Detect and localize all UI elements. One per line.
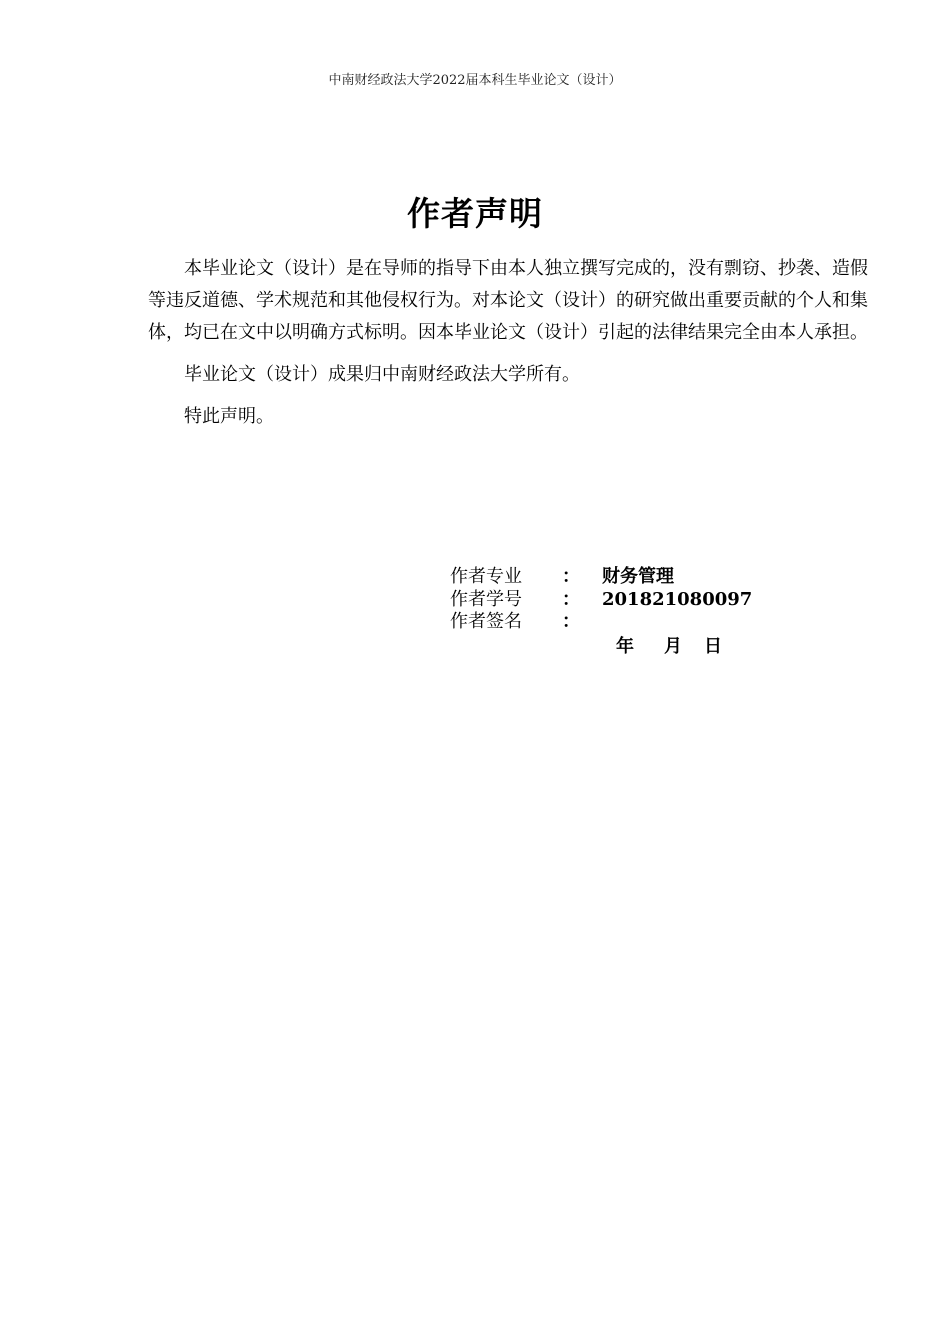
- page-title: 作者声明: [407, 194, 543, 233]
- signature-colon: ：: [562, 611, 580, 632]
- student-id-value: 201821080097: [602, 588, 753, 610]
- closing-paragraph: 特此声明。: [184, 406, 274, 427]
- student-id-colon: ：: [562, 588, 580, 610]
- signature-row: [450, 611, 752, 634]
- major-colon: ：: [562, 566, 580, 587]
- date-month: 月: [664, 636, 682, 657]
- signature-label: 作者签名: [450, 611, 522, 632]
- declaration-paragraph: 本毕业论文（设计）是在导师的指导下由本人独立撰写完成的，没有剽窃、抄袭、造假等违反道德、学术规范和其他侵权行为。对本论文（设计）的研究做出重要贡献的个人和集体，均已在文中以明确方式标明。因本毕业论文（设计）引起的法律结果完全由本人承担。: [148, 258, 868, 343]
- major-value: 财务管理: [602, 566, 674, 587]
- date-year: 年: [616, 636, 634, 657]
- date-line: [616, 632, 722, 658]
- ownership-paragraph: 毕业论文（设计）成果归中南财经政法大学所有。: [184, 364, 580, 385]
- student-id-row: [450, 589, 752, 612]
- date-day: 日: [704, 636, 722, 657]
- page-header: 中南财经政法大学2022届本科生毕业论文（设计）: [328, 73, 622, 88]
- declaration-body: [148, 253, 876, 433]
- major-label: 作者专业: [450, 566, 522, 587]
- major-row: [450, 566, 752, 589]
- signature-block: [450, 566, 752, 634]
- student-id-label: 作者学号: [450, 588, 522, 610]
